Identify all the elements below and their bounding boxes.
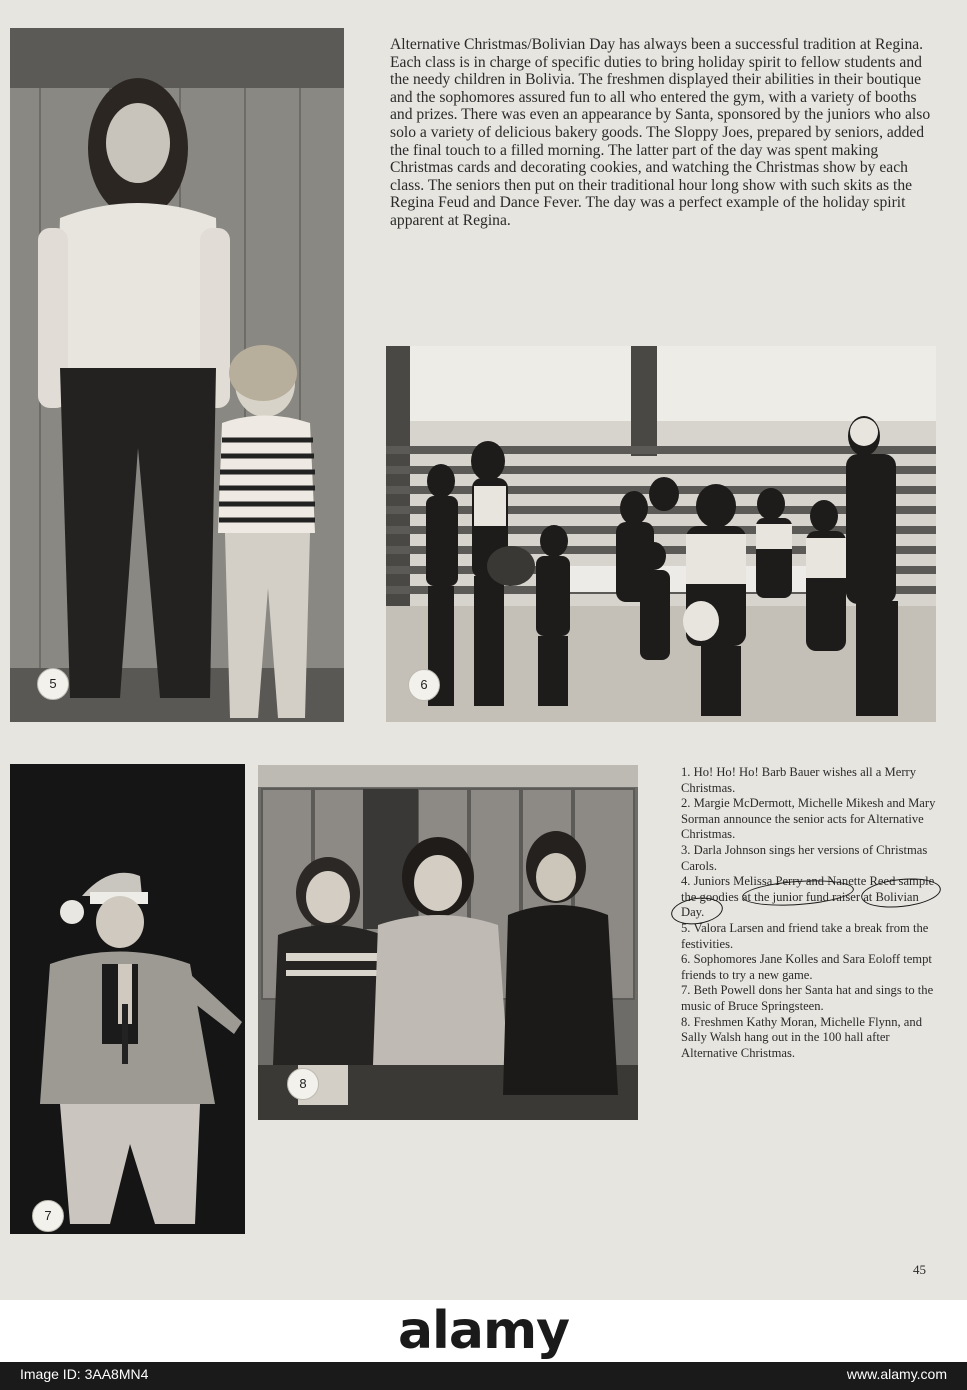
caption-5: 5. Valora Larsen and friend take a break from the festivities.	[681, 920, 929, 951]
caption-3: 3. Darla Johnson sings her versions of Christmas Carols.	[681, 842, 928, 873]
photo-6	[386, 346, 936, 722]
caption-6: 6. Sophomores Jane Kolles and Sara Eoloff tempt friends to try a new game.	[681, 952, 932, 982]
photo-6-number: 6	[408, 669, 440, 701]
photo-5	[10, 28, 344, 722]
caption-2: 2. Margie McDermott, Michelle Mikesh and Mary Sorman announce the senior acts for Alternative Christmas.	[681, 796, 936, 842]
page-number: 45	[913, 1262, 926, 1277]
article-body: Alternative Christmas/Bolivian Day has always been a successful tradition at Regina. Each class is in charge of specific duties to bring holiday spirit to fellow students and the needy children in Bolivia. The freshmen displayed their abilities in their boutique and the sophomores assured fun to all who entered the gym, with a variety of booths and prizes. There was even an appearance by Santa, sponsored by the juniors who also solo a variety of delicious bakery goods. The Sloppy Joes, prepared by seniors, added the final touch to a filled morning. The latter part of the day was spent making Christmas cards and decorating cookies, and watching the Christmas show by each class. The seniors then put on their traditional hour long show with such skits as the Regina Feud and Dance Fever. The day was a perfect example of the holiday spirit apparent at Regina.	[390, 36, 931, 229]
stock-footer	[0, 1300, 967, 1390]
caption-4: 4. Juniors Melissa Perry and Nanette Reed sample the goodies at the junior fund raiser at Bolivian Day.	[681, 874, 935, 920]
footer-url: www.alamy.com	[846, 1366, 947, 1382]
photo-5-number: 5	[37, 668, 69, 700]
caption-1: 1. Ho! Ho! Ho! Barb Bauer wishes all a Merry Christmas.	[681, 765, 917, 795]
photo-8	[258, 765, 638, 1120]
alamy-logo: alamy	[397, 1301, 570, 1361]
photo-8-number: 8	[287, 1068, 319, 1100]
caption-8: 8. Freshmen Kathy Moran, Michelle Flynn, and Sally Walsh hang out in the 100 hall after Alternative Christmas.	[681, 1014, 922, 1060]
caption-7: 7. Beth Powell dons her Santa hat and sings to the music of Bruce Springsteen.	[681, 983, 934, 1013]
image-id: Image ID: 3AA8MN4	[20, 1366, 149, 1382]
photo-7-number: 7	[32, 1200, 64, 1232]
photo-7	[10, 764, 245, 1234]
